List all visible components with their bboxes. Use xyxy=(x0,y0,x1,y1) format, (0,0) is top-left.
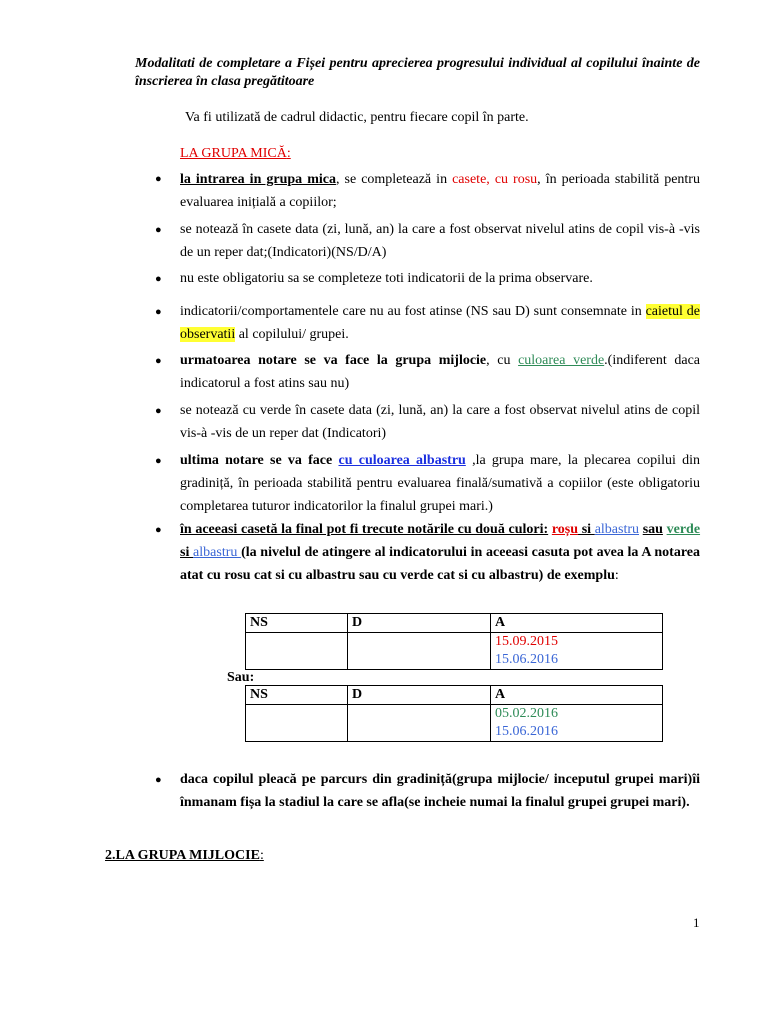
table-cell xyxy=(348,705,491,742)
table-header-cell: A xyxy=(491,686,663,705)
date-green: 05.02.2016 xyxy=(495,706,558,721)
bullet-icon: ● xyxy=(155,524,162,536)
item-text: roșu xyxy=(551,522,579,537)
bullet-icon: ● xyxy=(155,455,162,467)
example-table-1 xyxy=(245,613,663,670)
item-text: verde xyxy=(666,522,701,537)
item-text: sau xyxy=(642,522,663,537)
item-text: urmatoarea notare se va face la grupa mijlocie xyxy=(180,353,487,368)
item-text: : xyxy=(614,568,619,583)
list-item xyxy=(180,168,700,214)
table-cell xyxy=(246,705,348,742)
date-red: 15.09.2015 xyxy=(495,634,558,649)
list-item: se notează în casete data (zi, lună, an) la care a fost observat nivelul atins de copil vis-à -vis de un reper dat;(Indicatori)(NS/D/A) xyxy=(180,222,700,260)
table-header-cell: D xyxy=(348,686,491,705)
document-title: Modalitati de completare a Fișei pentru aprecierea progresului individual al copilului înainte de înscrierea în clasa pregătitoare xyxy=(135,56,700,89)
intro-text: Va fi utilizată de cadrul didactic, pentru fiecare copil în parte. xyxy=(185,110,529,125)
list-item xyxy=(180,449,700,518)
table-header-cell: D xyxy=(348,614,491,633)
item-text: casete, cu rosu xyxy=(452,172,538,187)
table-cell xyxy=(246,633,348,670)
list-item: daca copilul pleacă pe parcurs din gradiniță(grupa mijlocie/ inceputul grupei mari)îi înmanam fișa la stadiul la care se afla(se incheie numai la finalul grupei grupei mari). xyxy=(180,772,700,810)
table-header-cell: NS xyxy=(246,614,348,633)
item-text: al copilului/ grupei. xyxy=(235,327,349,342)
item-text: ,la grupa mare, la plecarea copilui din gradiniță, în perioada stabilită pentru evaluarea finală/sumativă a copiilor (este obligatoriu completarea tuturor indicatorilor la finalul grupei mari.) xyxy=(180,453,700,514)
heading-text: LA GRUPA MICĂ xyxy=(180,146,287,161)
section-heading-grupa-mica xyxy=(180,146,291,162)
bullet-icon: ● xyxy=(155,306,162,318)
bullet-icon: ● xyxy=(155,774,162,786)
table-cell xyxy=(491,705,663,742)
item-text: albastru xyxy=(193,545,242,560)
table-cell xyxy=(348,633,491,670)
list-item xyxy=(180,349,700,395)
table-header-row xyxy=(246,686,663,705)
item-text: indicatorii/comportamentele care nu au fost atinse (NS sau D) sunt consemnate in xyxy=(180,304,646,319)
item-text: în aceeasi casetă la final pot fi trecute notările cu două culori: xyxy=(180,522,549,537)
table-header-row xyxy=(246,614,663,633)
sau-label: Sau: xyxy=(227,670,255,685)
item-text: , cu xyxy=(486,353,519,368)
section-heading-grupa-mijlocie xyxy=(105,848,264,864)
item-text: , se completează in xyxy=(335,172,453,187)
item-text: albastru xyxy=(594,522,640,537)
item-text: (la nivelul de atingere al indicatorului in aceeasi casuta pot avea la A notarea atat cu rosu cat si cu albastru sau cu verde cat si cu albastru) de exemplu xyxy=(180,545,701,583)
table-header-cell: A xyxy=(491,614,663,633)
page-number: 1 xyxy=(693,915,700,930)
highlighted-text: caietul de observatii xyxy=(180,304,700,342)
item-text: , în perioada stabilită pentru evaluarea inițială a copiilor; xyxy=(180,172,700,210)
heading-text: 2.LA GRUPA MIJLOCIE xyxy=(105,848,260,863)
table-row xyxy=(246,705,663,742)
list-item xyxy=(180,300,700,346)
item-text: culoarea verde xyxy=(518,353,605,368)
item-text: .(indiferent daca indicatorul a fost atins sau nu) xyxy=(180,353,700,391)
bullet-icon: ● xyxy=(155,355,162,367)
date-blue: 15.06.2016 xyxy=(495,652,558,667)
item-text: ultima notare se va face xyxy=(180,453,339,468)
table-row xyxy=(246,633,663,670)
bullet-icon: ● xyxy=(155,173,162,185)
list-item: se notează cu verde în casete data (zi, lună, an) la care a fost observat nivelul atins de copil vis-à -vis de un reper dat (Indicatori) xyxy=(180,403,700,441)
example-table-2 xyxy=(245,685,663,742)
bullet-icon: ● xyxy=(155,224,162,236)
item-text: la intrarea in grupa mica xyxy=(180,172,336,187)
bullet-icon: ● xyxy=(155,273,162,285)
heading-colon: : xyxy=(286,146,291,161)
bullet-icon: ● xyxy=(155,405,162,417)
heading-colon: : xyxy=(259,848,264,863)
table-header-cell: NS xyxy=(246,686,348,705)
item-text: si xyxy=(578,522,595,537)
item-text: si xyxy=(180,545,194,560)
list-item xyxy=(180,518,700,587)
item-text: cu culoarea albastru xyxy=(338,453,466,468)
table-cell xyxy=(491,633,663,670)
list-item: nu este obligatoriu sa se completeze toti indicatorii de la prima observare. xyxy=(180,271,593,286)
date-blue: 15.06.2016 xyxy=(495,724,558,739)
